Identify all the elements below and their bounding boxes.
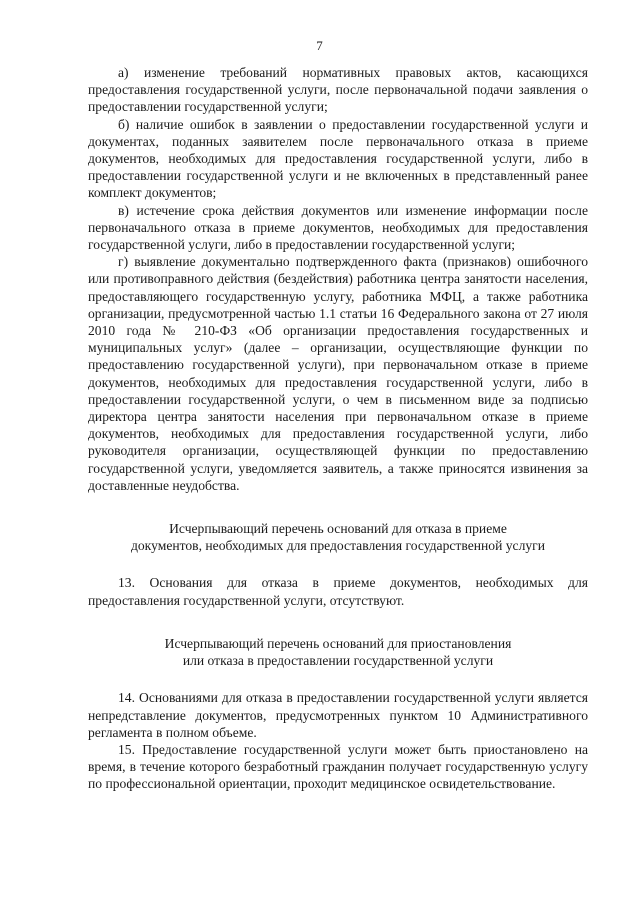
item-15: 15. Предоставление государственной услуги может быть приостановлено на время, в течение которого безработный гражданин получает государственную услугу по профессиональной ориентации, проходит медицинское освидетельствование. — [88, 741, 588, 792]
paragraph-v: в) истечение срока действия документов или изменение информации после первоначального отказа в приеме документов, необходимых для предоставления государственной услуги, либо в предоставлении государственной услуги; — [88, 202, 588, 253]
section-heading-refusal-reception — [88, 520, 588, 554]
paragraph-g: г) выявление документально подтвержденного факта (признаков) ошибочного или противоправного действия (бездействия) работника центра занятости населения, предоставляющего государственную услугу, работника МФЦ, а также работника организации, предусмотренной частью 1.1 статьи 16 Федерального закона от 27 июля 2010 года № 210-ФЗ «Об организации предоставления государственных и муниципальных услуг» (далее – организации, осуществляющие функции по предоставлению государственной услуги), при первоначальном отказе в приеме документов, необходимых для предоставления государственной услуги, либо в предоставлении государственной услуги, о чем в письменном виде за подписью директора центра занятости населения при первоначальном отказе в приеме документов, необходимых для предоставления государственной услуги, либо руководителя организации, осуществляющей функции по предоставлению государственной услуги, уведомляется заявитель, а также приносятся извинения за доставленные неудобства. — [88, 254, 588, 493]
heading-line: документов, необходимых для предоставления государственной услуги — [130, 538, 546, 554]
item-14: 14. Основаниями для отказа в предоставлении государственной услуги является непредставление документов, предусмотренных пунктом 10 Административного регламента в полном объеме. — [88, 690, 588, 740]
spacer — [88, 554, 588, 574]
heading-line: Исчерпывающий перечень оснований для приостановления — [164, 635, 512, 651]
heading-line: Исчерпывающий перечень оснований для отказа в приеме — [169, 521, 507, 537]
document-body — [88, 64, 588, 793]
page-number: 7 — [316, 38, 323, 53]
section-heading-suspension — [88, 635, 588, 669]
spacer — [88, 669, 588, 689]
spacer — [88, 609, 588, 635]
heading-line: или отказа в предоставлении государственной услуги — [182, 653, 494, 669]
paragraph-a: а) изменение требований нормативных правовых актов, касающихся предоставления государственной услуги, после первоначальной подачи заявления о предоставлении государственной услуги; — [88, 65, 588, 115]
item-13: 13. Основания для отказа в приеме документов, необходимых для предоставления государственной услуги, отсутствуют. — [88, 575, 588, 608]
spacer — [88, 494, 588, 520]
paragraph-b: б) наличие ошибок в заявлении о предоставлении государственной услуги и документах, поданных заявителем после первоначального отказа в приеме документов, необходимых для предоставления государственной услуги, либо в предоставлении государственной услуги и не включенных в представленный ранее комплект документов; — [88, 116, 588, 201]
